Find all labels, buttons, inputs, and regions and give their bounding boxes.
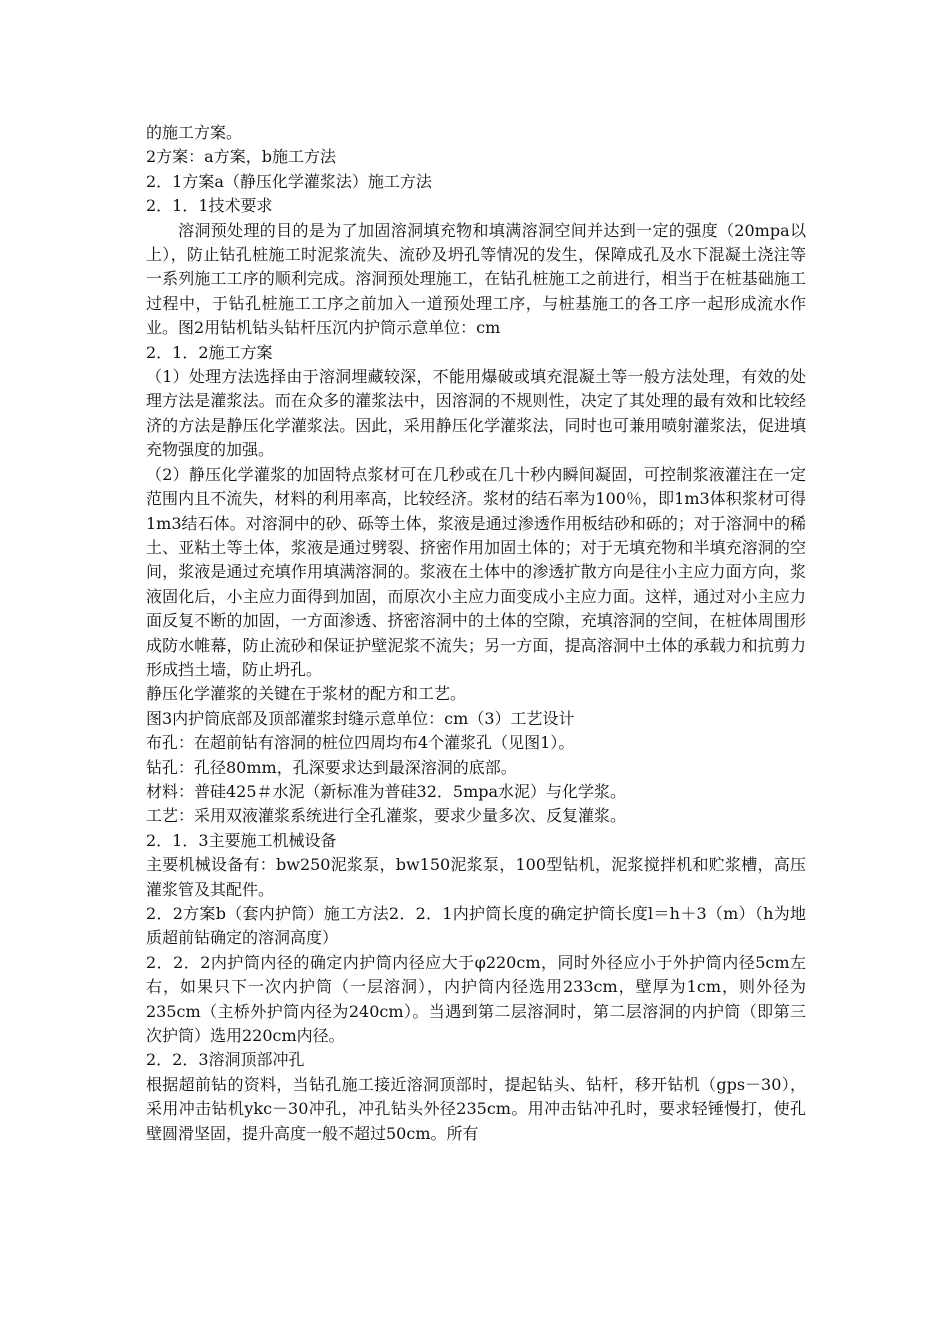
paragraph-cave-top-punching: 根据超前钻的资料，当钻孔施工接近溶洞顶部时，提起钻头、钻杆，移开钻机（gps－30），采用冲击钻机ykc－30冲孔，冲孔钻头外径235cm。用冲击钻冲孔时，要求轻锤慢打，使孔壁圆滑坚固，提升高度一般不超过50cm。所有: [146, 1074, 806, 1143]
heading-2-1-2: 2．1．2施工方案: [146, 342, 273, 362]
paragraph-plan-b-length: 2．2方案b（套内护筒）施工方法2．2．1内护筒长度的确定护筒长度l＝h＋3（m）（h为地质超前钻确定的溶洞高度）: [146, 904, 806, 948]
paragraph-hole-layout: 布孔：在超前钻有溶洞的桩位四周均布4个灌浆孔（见图1）。: [146, 733, 575, 753]
paragraph-drilling: 钻孔：孔径80mm，孔深要求达到最深溶洞的底部。: [146, 757, 517, 777]
paragraph-materials: 材料：普硅425＃水泥（新标准为普硅32．5mpa水泥）与化学浆。: [146, 781, 627, 801]
heading-2-1-1: 2．1．1技术要求: [146, 196, 273, 216]
paragraph-equipment: 主要机械设备有：bw250泥浆泵，bw150泥浆泵，100型钻机，泥浆搅拌机和贮浆槽，高压灌浆管及其配件。: [146, 855, 806, 899]
paragraph-treatment-method: （1）处理方法选择由于溶洞埋藏较深，不能用爆破或填充混凝土等一般方法处理，有效的处理方法是灌浆法。而在众多的灌浆法中，因溶洞的不规则性，决定了其处理的最有效和比较经济的方法是静压化学灌浆法。因此，采用静压化学灌浆法，同时也可兼用喷射灌浆法，促进填充物强度的加强。: [146, 367, 806, 460]
heading-2-2-3: 2．2．3溶洞顶部冲孔: [146, 1050, 305, 1070]
paragraph-plan-b-diameter: 2．2．2内护筒内径的确定内护筒内径应大于φ220cm，同时外径应小于外护筒内径5cm左右，如果只下一次内护筒（一层溶洞），内护筒内径选用233cm，壁厚为1cm，则外径为235cm（主桥外护筒内径为240cm）。当遇到第二层溶洞时，第二层溶洞的内护筒（即第三次护筒）选用220cm内径。: [146, 952, 806, 1046]
paragraph-grouting-features: （2）静压化学灌浆的加固特点浆材可在几秒或在几十秒内瞬间凝固，可控制浆液灌注在一定范围内且不流失，材料的利用率高，比较经济。浆材的结石率为100％，即1m3体积浆材可得1m3结石体。对溶洞中的砂、砾等土体，浆液是通过渗透作用板结砂和砾的；对于溶洞中的稀土、亚粘土等土体，浆液是通过劈裂、挤密作用加固土体的；对于无填充物和半填充溶洞的空间，浆液是通过充填作用填满溶洞的。浆液在土体中的渗透扩散方向是往小主应力面方向，浆液固化后，小主应力面得到加固，而原次小主应力面变成小主应力面。这样，通过对小主应力面反复不断的加固，一方面渗透、挤密溶洞中的土体的空隙，充填溶洞的空间，在桩体周围形成防水帷幕，防止流砂和保证护壁泥浆不流失；另一方面，提高溶洞中土体的承载力和抗剪力形成挡土墙，防止坍孔。: [146, 464, 806, 679]
heading-2-1: 2．1方案a（静压化学灌浆法）施工方法: [146, 171, 432, 191]
document-page: [146, 121, 806, 1146]
paragraph-figure-3-caption: 图3内护筒底部及顶部灌浆封缝示意单位：cm（3）工艺设计: [146, 708, 575, 728]
paragraph-continuation: 的施工方案。: [146, 123, 243, 142]
heading-section-2: 2方案：a方案，b施工方法: [146, 147, 336, 167]
heading-2-1-3: 2．1．3主要施工机械设备: [146, 830, 337, 850]
paragraph-technical-requirements: 溶洞预处理的目的是为了加固溶洞填充物和填满溶洞空间并达到一定的强度（20mpa以上），防止钻孔桩施工时泥浆流失、流砂及坍孔等情况的发生，保障成孔及水下混凝土浇注等一系列施工工序的顺利完成。溶洞预处理施工，在钻孔桩施工之前进行，相当于在桩基础施工过程中，于钻孔桩施工工序之前加入一道预处理工序，与桩基施工的各工序一起形成流水作业。图2用钻机钻头钻杆压沉内护筒示意单位：cm: [146, 220, 806, 338]
paragraph-process: 工艺：采用双液灌浆系统进行全孔灌浆，要求少量多次、反复灌浆。: [146, 806, 627, 826]
paragraph-grouting-key: 静压化学灌浆的关键在于浆材的配方和工艺。: [146, 684, 467, 704]
